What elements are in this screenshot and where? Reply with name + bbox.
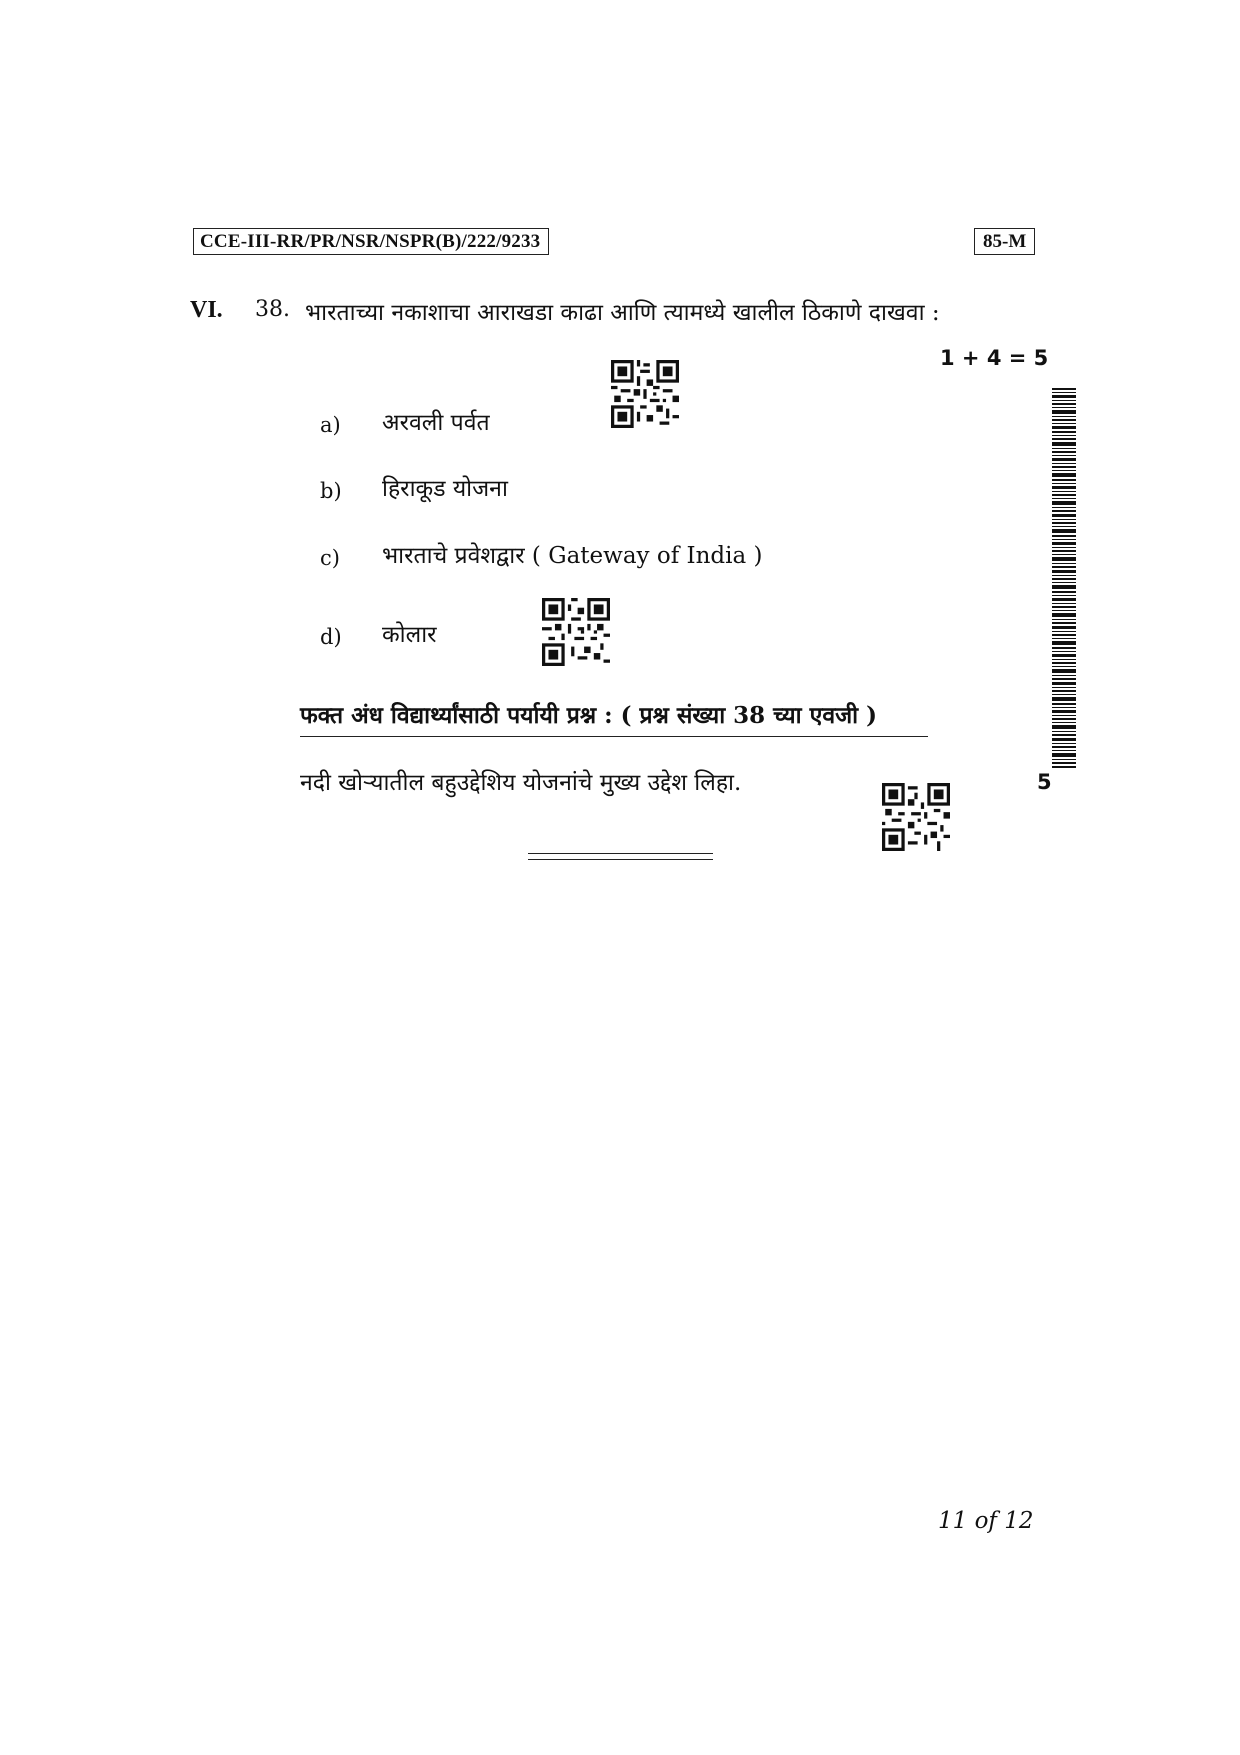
option-text: अरवली पर्वत	[382, 410, 490, 436]
alternative-question-heading: फक्त अंध विद्यार्थ्यांसाठी पर्यायी प्रश्न : ( प्रश्न संख्या 38 च्या एवजी )	[300, 698, 928, 737]
qr-code-icon	[611, 360, 679, 428]
barcode-icon	[1052, 388, 1076, 768]
question-paper-code: CCE-III-RR/PR/NSR/NSPR(B)/222/9233	[193, 228, 549, 255]
qr-code-icon	[542, 598, 610, 666]
option-text: हिराकूड योजना	[382, 476, 508, 502]
option-label: b)	[320, 479, 342, 503]
page-number: 11 of 12	[938, 1508, 1034, 1534]
option-label: d)	[320, 625, 342, 649]
option-text: कोलार	[382, 622, 437, 648]
option-text: भारताचे प्रवेशद्वार ( Gateway of India )	[382, 543, 763, 569]
question-marks: 1 + 4 = 5	[940, 346, 1049, 370]
section-number: VI.	[190, 297, 223, 323]
end-of-section-rule	[528, 853, 713, 860]
option-label: a)	[320, 413, 341, 437]
alternative-question-marks: 5	[1037, 770, 1052, 794]
question-text: भारताच्या नकाशाचा आराखडा काढा आणि त्यामध्ये खालील ठिकाणे दाखवा :	[305, 300, 940, 326]
alternative-question-text: नदी खोऱ्यातील बहुउद्देशिय योजनांचे मुख्य उद्देश लिहा.	[300, 770, 742, 796]
qr-code-icon	[882, 783, 950, 851]
question-number: 38.	[255, 297, 290, 322]
paper-code-badge: 85-M	[974, 228, 1035, 255]
option-label: c)	[320, 546, 340, 570]
